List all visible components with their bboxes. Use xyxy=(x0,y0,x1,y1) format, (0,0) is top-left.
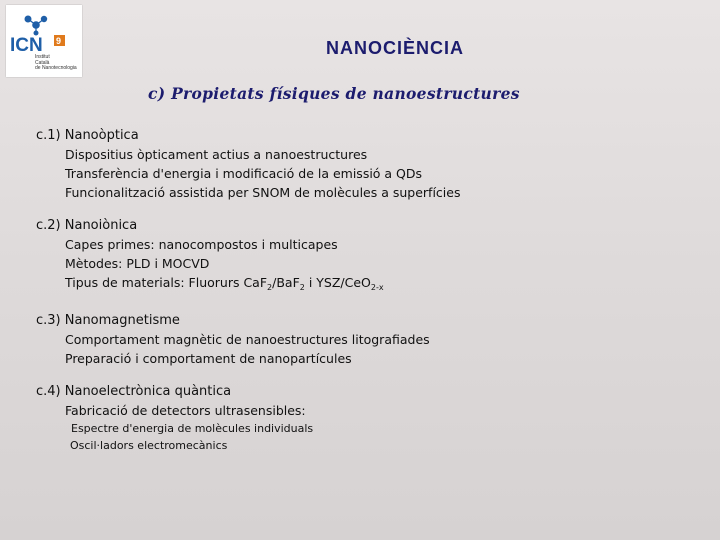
list-item: Dispositius òpticament actius a nanoestructures xyxy=(65,147,368,162)
list-item: Fabricació de detectors ultrasensibles: xyxy=(65,403,306,418)
page-title: NANOCIÈNCIA xyxy=(325,38,464,58)
sub-list-item: Oscil·ladors electromecànics xyxy=(70,439,228,452)
materials-item xyxy=(36,273,706,297)
section-nanomagnetisme xyxy=(36,311,706,368)
page-subtitle: c) Propietats físiques de nanoestructures xyxy=(148,84,520,103)
list-item: Mètodes: PLD i MOCVD xyxy=(65,256,210,271)
list-item: Funcionalització assistida per SNOM de molècules a superfícies xyxy=(65,185,461,200)
list-item: Capes primes: nanocompostos i multicapes xyxy=(65,237,338,252)
subscript: 2 xyxy=(267,283,273,292)
section-heading: c.4) Nanoelectrònica quàntica xyxy=(36,384,232,399)
list-item: Comportament magnètic de nanoestructures litografiades xyxy=(65,332,430,347)
section-nanoelectronica xyxy=(36,382,706,454)
logo-superscript: 9 xyxy=(56,36,62,46)
section-nanoionica xyxy=(36,216,706,297)
subscript: 2-x xyxy=(370,283,384,292)
section-heading: c.2) Nanoiònica xyxy=(36,218,138,233)
logo-subtitle: Institut Català de Nanotecnologia xyxy=(35,54,77,71)
section-nanooptica xyxy=(36,126,706,202)
materials-prefix: Tipus de materials: Fluorurs CaF xyxy=(65,275,268,290)
sections-list xyxy=(36,126,706,468)
list-item: Transferència d'energia i modificació de la emissió a QDs xyxy=(65,166,423,181)
section-heading: c.1) Nanoòptica xyxy=(36,128,139,143)
materials-text: i YSZ/CeO xyxy=(304,275,371,290)
logo-text: ICN xyxy=(10,35,43,56)
section-heading: c.3) Nanomagnetisme xyxy=(36,313,180,328)
list-item: Preparació i comportament de nanopartícules xyxy=(65,351,352,366)
subscript: 2 xyxy=(299,283,305,292)
materials-text: /BaF xyxy=(272,275,300,290)
sub-list-item: Espectre d'energia de molècules individuals xyxy=(71,422,314,435)
